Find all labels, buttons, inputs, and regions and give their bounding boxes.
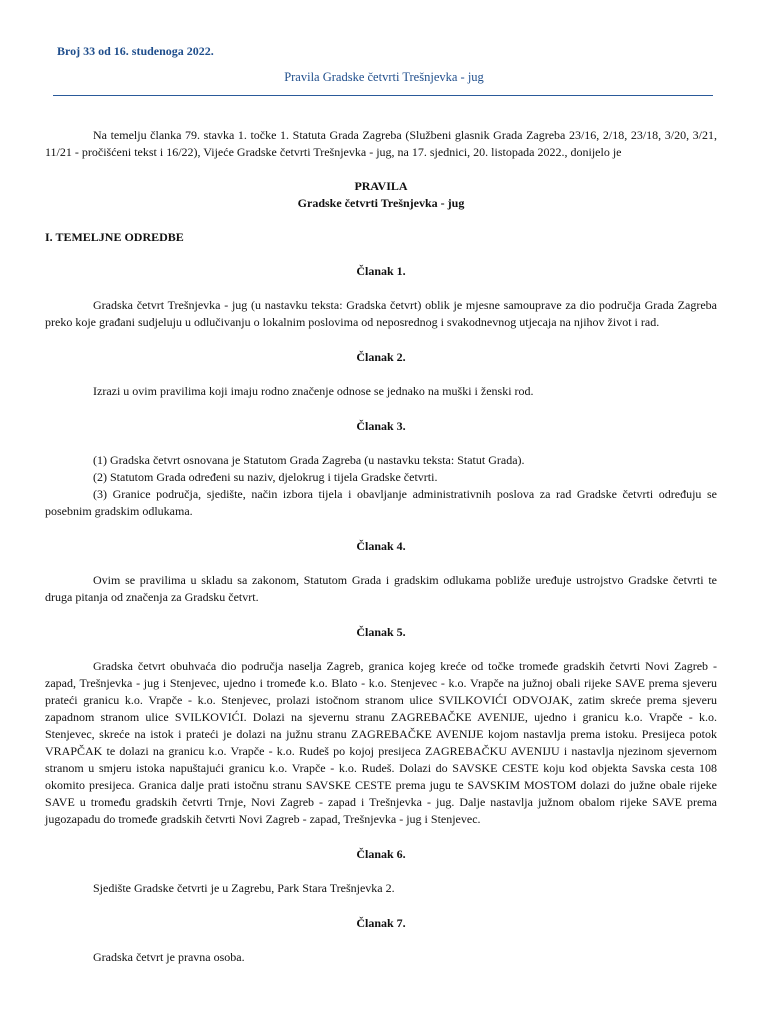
document-body bbox=[45, 127, 717, 966]
article-heading: Članak 3. bbox=[356, 419, 406, 433]
article-paragraph: Gradska četvrt je pravna osoba. bbox=[93, 950, 245, 964]
article-heading: Članak 2. bbox=[356, 350, 406, 364]
issue-number: Broj 33 od 16. studenoga 2022. bbox=[57, 44, 214, 58]
article-paragraph: Ovim se pravilima u skladu sa zakonom, Statutom Grada i gradskim odlukama pobliže uređuje ustrojstvo Gradske četvrti te druga pitanja od značenja za Gradsku četvrt. bbox=[45, 573, 717, 604]
document-title: PRAVILA bbox=[354, 179, 408, 193]
article-heading: Članak 6. bbox=[356, 847, 406, 861]
article-paragraph: (1) Gradska četvrt osnovana je Statutom Grada Zagreba (u nastavku teksta: Statut Grada). bbox=[93, 453, 525, 467]
section-heading: I. TEMELJNE ODREDBE bbox=[45, 230, 184, 244]
running-title: Pravila Gradske četvrti Trešnjevka - jug bbox=[284, 70, 484, 84]
document-subtitle: Gradske četvrti Trešnjevka - jug bbox=[297, 196, 465, 210]
article-paragraph: (3) Granice područja, sjedište, način izbora tijela i obavljanje administrativnih poslova za rad Gradske četvrti određuju se posebnim gradskim odlukama. bbox=[45, 487, 717, 518]
article-paragraph: (2) Statutom Grada određeni su naziv, djelokrug i tijela Gradske četvrti. bbox=[93, 470, 438, 484]
article-paragraph: Izrazi u ovim pravilima koji imaju rodno značenje odnose se jednako na muški i ženski rod. bbox=[93, 384, 534, 398]
article-heading: Članak 1. bbox=[356, 264, 406, 278]
article-heading: Članak 5. bbox=[356, 625, 406, 639]
article-paragraph: Sjedište Gradske četvrti je u Zagrebu, Park Stara Trešnjevka 2. bbox=[93, 881, 395, 895]
article-paragraph: Gradska četvrt obuhvaća dio područja naselja Zagreb, granica kojeg kreće od točke tromeđe gradskih četvrti Novi Zagreb - zapad, Trešnjevka - jug i Stenjevec, ujedno i tromeđe k.o. Blato - k.o. Stenjevec - k.o. Vrapče na južnoj obali rijeke SAVE prema sjeveru prateći granicu k.o. Vrapče - k.o. Stenjevec, prolazi istočnom stranom ulice SVILKOVIĆI ODVOJAK, zatim skreće prema sjeveru zapadnom stranom ulice SVILKOVIĆI. Dolazi na sjevernu stranu ZAGREBAČKE AVENIJE, ujedno i granicu k.o. Vrapče - k.o. Stenjevec, skreće na istok i prateći je dolazi na južnu stranu ZAGREBAČKE AVENIJE kojom nastavlja prema istoku. Presijeca potok VRAPČAK te dolazi na granicu k.o. Vrapče - k.o. Rudeš po kojoj presijeca ZAGREBAČKU AVENIJU i nastavlja njezinom sjevernom stranom u smjeru istoka napuštajući granicu k.o. Vrapče - k.o. Rudeš. Dolazi do SAVSKE CESTE koju kod objekta Savska cesta 108 okomito presijeca. Granica dalje prati istočnu stranu SAVSKE CESTE prema jugu te SAVSKIM MOSTOM dolazi do južne obale rijeke SAVE u tromeđu gradskih četvrti Trnje, Novi Zagreb - zapad i Trešnjevka - jug. Dalje nastavlja južnom obalom rijeke SAVE prema jugozapadu do tromeđe gradskih četvrti Novi Zagreb - zapad, Trešnjevka - jug i Stenjevec. bbox=[45, 659, 717, 826]
article-heading: Članak 7. bbox=[356, 916, 406, 930]
header-divider bbox=[53, 95, 713, 96]
article-paragraph: Gradska četvrt Trešnjevka - jug (u nastavku teksta: Gradska četvrt) oblik je mjesne samouprave za dio područja Grada Zagreba preko koje građani sudjeluju u odlučivanju o lokalnim poslovima od neposrednog i svakodnevnog utjecaja na njihov život i rad. bbox=[45, 298, 717, 329]
intro-paragraph: Na temelju članka 79. stavka 1. točke 1. Statuta Grada Zagreba (Službeni glasnik Grada Zagreba 23/16, 2/18, 23/18, 3/20, 3/21, 11/21 - pročišćeni tekst i 16/22), Vijeće Gradske četvrti Trešnjevka - jug, na 17. sjednici, 20. listopada 2022., donijelo je bbox=[45, 128, 717, 159]
article-heading: Članak 4. bbox=[356, 539, 406, 553]
